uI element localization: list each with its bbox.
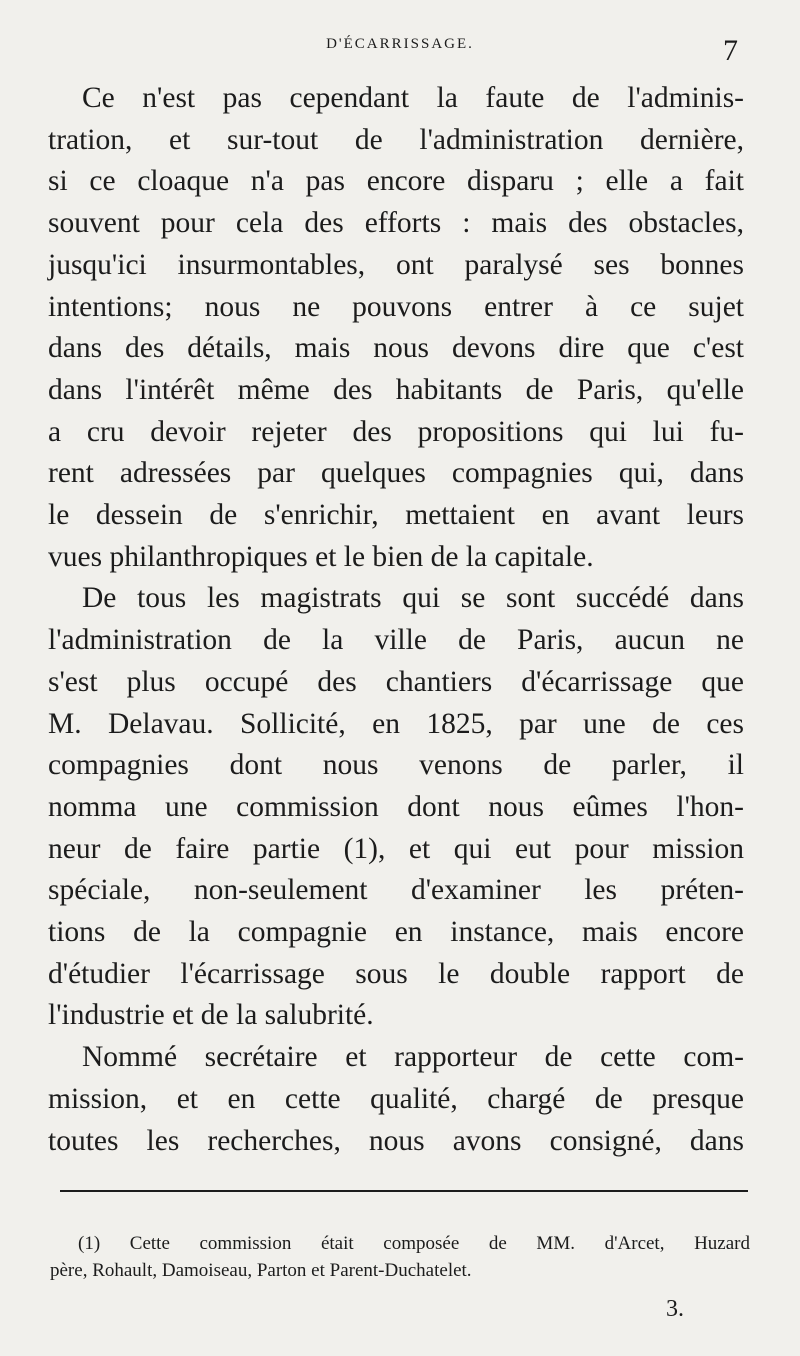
- text-line: mission, et en cette qualité, chargé de presque: [48, 1082, 744, 1115]
- text-line: s'est plus occupé des chantiers d'écarrissage que: [48, 665, 744, 698]
- footnote-line: père, Rohault, Damoiseau, Parton et Parent-Duchatelet.: [50, 1260, 472, 1281]
- signature-mark: 3.: [666, 1296, 684, 1322]
- text-line: dans des détails, mais nous devons dire que c'est: [48, 332, 744, 365]
- paragraph-1: [48, 78, 744, 578]
- text-line: le dessein de s'enrichir, mettaient en avant leurs: [48, 499, 744, 532]
- footnote-rule: [60, 1190, 748, 1192]
- text-line: De tous les magistrats qui se sont succédé dans: [82, 582, 744, 615]
- text-line: M. Delavau. Sollicité, en 1825, par une de ces: [48, 707, 744, 740]
- text-line: compagnies dont nous venons de parler, il: [48, 749, 744, 782]
- text-line: Ce n'est pas cependant la faute de l'adminis-: [82, 82, 744, 114]
- text-line: toutes les recherches, nous avons consigné, dans: [48, 1124, 744, 1157]
- text-line: neur de faire partie (1), et qui eut pour mission: [48, 832, 744, 865]
- paragraph-3: [48, 1037, 744, 1162]
- text-line: l'industrie et de la salubrité.: [48, 999, 374, 1032]
- text-line: intentions; nous ne pouvons entrer à ce sujet: [48, 290, 744, 323]
- footnote-line: (1) Cette commission était composée de MM. d'Arcet, Huzard: [78, 1233, 750, 1254]
- text-line: nomma une commission dont nous eûmes l'hon-: [48, 790, 744, 823]
- text-line: dans l'intérêt même des habitants de Paris, qu'elle: [48, 373, 744, 406]
- page-number: 7: [723, 34, 738, 67]
- text-line: tions de la compagnie en instance, mais encore: [48, 916, 744, 949]
- text-line: jusqu'ici insurmontables, ont paralysé ses bonnes: [48, 248, 744, 281]
- body-text: [48, 78, 744, 1162]
- text-line: si ce cloaque n'a pas encore disparu ; elle a fait: [48, 165, 744, 198]
- paragraph-2: [48, 578, 744, 1037]
- footnote: [50, 1230, 750, 1284]
- text-line: tration, et sur-tout de l'administration dernière,: [48, 123, 744, 156]
- text-line: souvent pour cela des efforts : mais des obstacles,: [48, 207, 744, 240]
- text-line: a cru devoir rejeter des propositions qui lui fu-: [48, 415, 744, 448]
- text-line: spéciale, non-seulement d'examiner les préten-: [48, 874, 744, 907]
- running-head: D'ÉCARRISSAGE.: [326, 36, 474, 52]
- text-line: l'administration de la ville de Paris, aucun ne: [48, 624, 744, 657]
- text-line: vues philanthropiques et le bien de la capitale.: [48, 540, 594, 573]
- text-line: rent adressées par quelques compagnies qui, dans: [48, 457, 744, 490]
- text-line: Nommé secrétaire et rapporteur de cette com-: [82, 1041, 744, 1074]
- text-line: d'étudier l'écarrissage sous le double rapport de: [48, 957, 744, 990]
